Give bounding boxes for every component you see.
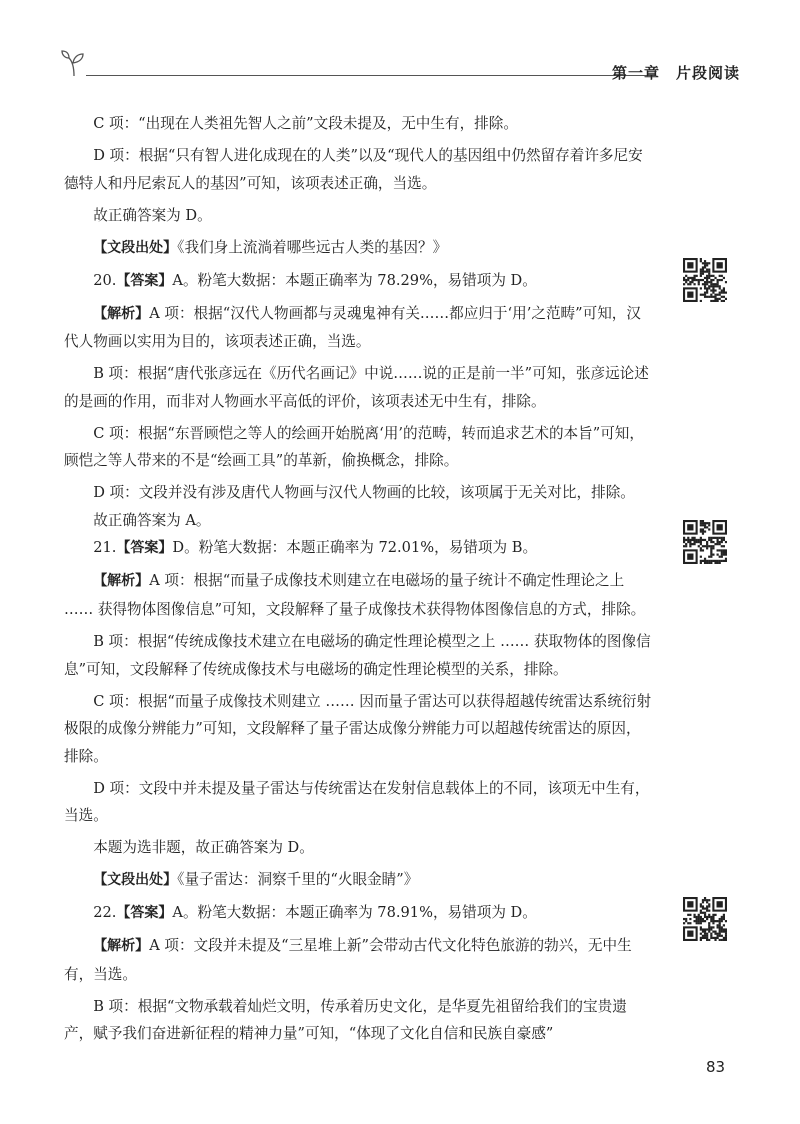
qr-code-icon[interactable] — [683, 258, 727, 302]
source-tag: 【文段出处】 — [93, 872, 178, 889]
answer-paragraph-20: 20.【答案】A。粉笔大数据：本题正确率为 78.29%，易错项为 D。 — [93, 271, 537, 289]
paragraph: 故正确答案为 A。 — [93, 511, 211, 529]
answer-paragraph-21: 21.【答案】D。粉笔大数据：本题正确率为 72.01%，易错项为 B。 — [93, 539, 538, 557]
source-tag: 【文段出处】 — [93, 239, 178, 256]
analysis-paragraph: 【解析】A 项：文段并未提及“三星堆上新”会带动古代文化特色旅游的勃兴，无中生有，当选。 — [64, 937, 632, 983]
source-paragraph: 【文段出处】《我们身上流淌着哪些远古人类的基因？》 — [93, 238, 448, 256]
paragraph: 本题为选非题，故正确答案为 D。 — [93, 839, 314, 857]
answer-paragraph-22: 22.【答案】A。粉笔大数据：本题正确率为 78.91%，易错项为 D。 — [93, 904, 537, 922]
analysis-paragraph: 【解析】A 项：根据“汉代人物画都与灵魂鬼神有关……都应归于‘用’之范畴”可知，汉代人物画以实用为目的，该项表述正确，当选。 — [64, 304, 641, 351]
paragraph: C 项：根据“东晋顾恺之等人的绘画开始脱离‘用’的范畴，转而追求艺术的本旨”可知，顾恺之等人带来的不是“绘画工具”的革新，偷换概念，排除。 — [64, 424, 644, 470]
qr-code-icon[interactable] — [683, 520, 727, 564]
answer-tag: 【答案】 — [116, 540, 173, 557]
paragraph: D 项：根据“只有智人进化成现在的人类”以及“现代人的基因组中仍然留存着许多尼安德特人和丹尼索瓦人的基因”可知，该项表述正确，当选。 — [64, 146, 643, 192]
qr-code-icon[interactable] — [683, 897, 727, 941]
chapter-title: 第一章 片段阅读 — [611, 64, 740, 82]
source-paragraph: 【文段出处】《量子雷达：洞察千里的“火眼金睛”》 — [93, 871, 419, 889]
paragraph: 故正确答案为 D。 — [93, 206, 212, 224]
paragraph: B 项：根据“传统成像技术建立在电磁场的确定性理论模型之上 …… 获取物体的图像信息”可知，文段解释了传统成像技术与电磁场的确定性理论模型的关系，排除。 — [64, 633, 651, 678]
paragraph: C 项：“出现在人类祖先智人之前”文段未提及，无中生有，排除。 — [93, 115, 518, 132]
analysis-tag: 【解析】 — [93, 573, 150, 590]
leaf-sprout-icon — [60, 48, 90, 78]
page-header — [60, 48, 740, 88]
paragraph: C 项：根据“而量子成像技术则建立 …… 因而量子雷达可以获得超越传统雷达系统衍射极限的成像分辨能力”可知，文段解释了量子雷达成像分辨能力可以超越传统雷达的原因，排除。 — [64, 692, 652, 765]
analysis-paragraph: 【解析】A 项：根据“而量子成像技术则建立在电磁场的量子统计不确定性理论之上 …… 获得物体图像信息”可知，文段解释了量子成像技术获得物体图像信息的方式，排除。 — [64, 572, 646, 619]
paragraph: D 项：文段并没有涉及唐代人物画与汉代人物画的比较，该项属于无关对比，排除。 — [93, 484, 635, 502]
paragraph: D 项：文段中并未提及量子雷达与传统雷达在发射信息载体上的不同，该项无中生有，当选。 — [64, 779, 650, 825]
analysis-tag: 【解析】 — [93, 305, 150, 322]
paragraph: B 项：根据“文物承载着灿烂文明，传承着历史文化，是华夏先祖留给我们的宝贵遗产，赋予我们奋进新征程的精神力量”可知，“体现了文化自信和民族自豪感” — [64, 997, 627, 1043]
header-rule — [86, 75, 656, 76]
page-number: 83 — [706, 1058, 726, 1076]
analysis-tag: 【解析】 — [93, 938, 150, 955]
paragraph: B 项：根据“唐代张彦远在《历代名画记》中说……说的正是前一半”可知，张彦远论述的是画的作用，而非对人物画水平高低的评价，该项表述无中生有，排除。 — [64, 365, 649, 410]
answer-tag: 【答案】 — [116, 272, 173, 289]
answer-analysis-body — [64, 110, 652, 1048]
answer-tag: 【答案】 — [116, 905, 173, 922]
